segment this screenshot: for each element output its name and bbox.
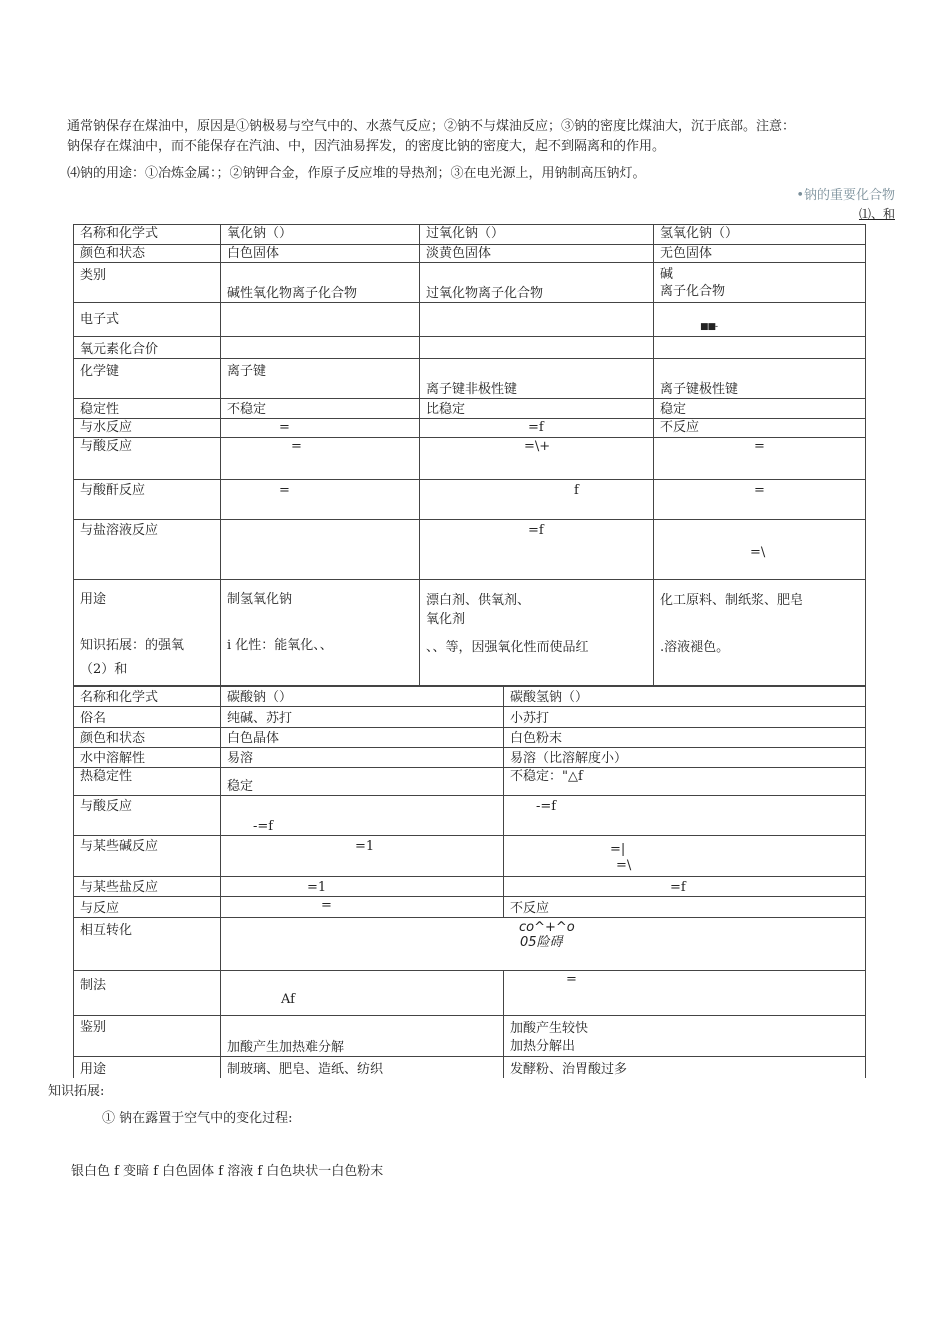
table-row <box>74 438 866 480</box>
cell: = <box>504 971 866 1016</box>
table-row <box>74 877 866 897</box>
row-label: 用途 <box>74 1057 221 1078</box>
cell: 稳定 <box>221 768 504 796</box>
table-row <box>74 687 866 707</box>
section-subheading: ⑴、和 <box>858 207 895 221</box>
cell: -=f <box>221 796 504 836</box>
row-label: 颜色和状态 <box>74 245 221 263</box>
intro-line-1: 通常钠保存在煤油中，原因是①钠极易与空气中的、水蒸气反应；②钠不与煤油反应；③钠的密度比煤油大，沉于底部。注意： <box>67 119 796 134</box>
cell-line: 漂白剂、供氧剂、 <box>426 593 531 608</box>
table-row <box>74 707 866 728</box>
table-row <box>74 399 866 419</box>
row-label: 与酸酐反应 <box>74 480 221 520</box>
cell-line: 制氢氧化钠 <box>227 592 293 607</box>
cell <box>221 337 420 359</box>
table-row <box>74 768 866 796</box>
table-row <box>74 897 866 918</box>
cell: 比稳定 <box>420 399 654 419</box>
table2-header-name: 名称和化学式 <box>74 687 221 707</box>
conversion-formula: co^+^o <box>519 920 575 935</box>
cell-line: 加热分解出 <box>510 1039 576 1054</box>
cell: =\ <box>654 520 866 580</box>
cell <box>504 1016 866 1057</box>
table-row <box>74 520 866 580</box>
cell-line: 离子化合物 <box>660 284 726 299</box>
cell: = <box>654 438 866 480</box>
cell-line: 氧化剂 <box>426 612 466 627</box>
cell: -=f <box>504 796 866 836</box>
cell: 白色晶体 <box>221 728 504 748</box>
table-row <box>74 337 866 359</box>
table-row <box>74 1016 866 1057</box>
cell: 离子键 <box>221 359 420 399</box>
cell: 易溶 <box>221 748 504 768</box>
row-label: 俗名 <box>74 707 221 728</box>
cell-line: 加酸产生较快 <box>510 1021 589 1036</box>
row-label: 水中溶解性 <box>74 748 221 768</box>
cell <box>420 303 654 337</box>
conversion-note: 05险碍 <box>520 935 563 950</box>
cell <box>420 337 654 359</box>
intro-line-2: 钠保存在煤油中，而不能保存在汽油、中，因汽油易挥发，的密度比钠的密度大，起不到隔离和的作用。 <box>67 139 666 154</box>
cell: = <box>221 438 420 480</box>
cell: =f <box>504 877 866 897</box>
table-row <box>74 796 866 836</box>
sodium-carbonates-table <box>73 686 866 1078</box>
table-row <box>74 480 866 520</box>
knowledge-item-1: ① 钠在露置于空气中的变化过程: <box>102 1111 293 1126</box>
cell-line: =\ <box>616 858 632 873</box>
cell-line: .溶液褪色。 <box>660 640 730 655</box>
row-label: 与反应 <box>74 897 221 918</box>
cell-line: 碱 <box>660 267 674 282</box>
row-label: 氧元素化合价 <box>74 337 221 359</box>
cell: f <box>420 480 654 520</box>
cell: 小苏打 <box>504 707 866 728</box>
table-row <box>74 918 866 971</box>
table-row <box>74 245 866 263</box>
cell: 不反应 <box>504 897 866 918</box>
table2-header-na2co3: 碳酸钠（） <box>221 687 504 707</box>
cell <box>654 303 866 337</box>
table1-header-naoh: 氢氧化钠（） <box>654 225 866 245</box>
row-label: 制法 <box>74 971 221 1016</box>
table-row <box>74 836 866 877</box>
table1-header-na2o: 氧化钠（） <box>221 225 420 245</box>
row-label: 稳定性 <box>74 399 221 419</box>
cell: 过氧化物离子化合物 <box>420 263 654 303</box>
row-label: 电子式 <box>74 303 221 337</box>
cell: =\+ <box>420 438 654 480</box>
cell <box>221 580 420 686</box>
cell <box>504 836 866 877</box>
electron-formula-mark: ■■- <box>700 322 718 332</box>
cell-line: 化工原料、制纸浆、肥皂 <box>660 593 804 608</box>
table-row <box>74 1057 866 1078</box>
cell: 发酵粉、治胃酸过多 <box>504 1057 866 1078</box>
cell-line: 用途 <box>80 592 107 607</box>
cell-line: i 化性：能氧化、、 <box>227 638 333 653</box>
cell: 白色固体 <box>221 245 420 263</box>
table2-header-nahco3: 碳酸氢钠（） <box>504 687 866 707</box>
cell: =1 <box>221 836 504 877</box>
cell <box>420 580 654 686</box>
cell: = <box>221 897 504 918</box>
cell <box>221 303 420 337</box>
cell-line: 知识拓展：的强氧 <box>80 638 185 653</box>
cell: 白色粉末 <box>504 728 866 748</box>
cell: 稳定 <box>654 399 866 419</box>
table1-header-name: 名称和化学式 <box>74 225 221 245</box>
cell <box>654 337 866 359</box>
table-row <box>74 225 866 245</box>
cell: = <box>221 480 420 520</box>
section-heading: •钠的重要化合物 <box>796 188 895 203</box>
table1-header-na2o2: 过氧化钠（） <box>420 225 654 245</box>
intro-line-3: ⑷钠的用途：①冶炼金属：；②钠钾合金，作原子反应堆的导热剂；③在电光源上，用钠制高压钠灯。 <box>67 166 646 181</box>
row-label: 热稳定性 <box>74 768 221 796</box>
cell <box>221 520 420 580</box>
row-label: 与某些盐反应 <box>74 877 221 897</box>
cell: 不稳定："△f <box>504 768 866 796</box>
cell: =f <box>420 520 654 580</box>
row-label: 鉴别 <box>74 1016 221 1057</box>
table-row <box>74 580 866 686</box>
row-label: 颜色和状态 <box>74 728 221 748</box>
table-row <box>74 419 866 438</box>
table-row <box>74 748 866 768</box>
table-row <box>74 359 866 399</box>
cell: Af <box>221 971 504 1016</box>
cell: = <box>221 419 420 438</box>
cell <box>654 263 866 303</box>
cell: 离子键极性键 <box>654 359 866 399</box>
cell: 淡黄色固体 <box>420 245 654 263</box>
row-label: 化学键 <box>74 359 221 399</box>
cell: 碱性氧化物离子化合物 <box>221 263 420 303</box>
sodium-oxides-table <box>73 224 866 686</box>
cell: 制玻璃、肥皂、造纸、纺织 <box>221 1057 504 1078</box>
cell: = <box>654 480 866 520</box>
cell: 不稳定 <box>221 399 420 419</box>
row-label: 相互转化 <box>74 918 221 971</box>
cell: 纯碱、苏打 <box>221 707 504 728</box>
cell-line: =| <box>610 842 626 857</box>
cell: =1 <box>221 877 504 897</box>
cell-line: 、、等，因强氧化性而使品红 <box>426 640 589 655</box>
cell: 易溶（比溶解度小） <box>504 748 866 768</box>
use-row-label <box>74 580 221 686</box>
row-label: 与酸反应 <box>74 796 221 836</box>
row-label: 类别 <box>74 263 221 303</box>
cell: =f <box>420 419 654 438</box>
table-row <box>74 728 866 748</box>
cell <box>221 918 866 971</box>
cell-line: （2）和 <box>80 662 128 677</box>
cell: 不反应 <box>654 419 866 438</box>
table-row <box>74 263 866 303</box>
row-label: 与盐溶液反应 <box>74 520 221 580</box>
cell <box>654 580 866 686</box>
table-row <box>74 303 866 337</box>
cell: 加酸产生加热难分解 <box>221 1016 504 1057</box>
cell: 无色固体 <box>654 245 866 263</box>
row-label: 与水反应 <box>74 419 221 438</box>
cell: 离子键非极性键 <box>420 359 654 399</box>
table-row <box>74 971 866 1016</box>
row-label: 与酸反应 <box>74 438 221 480</box>
knowledge-extension-title: 知识拓展: <box>48 1084 105 1099</box>
oxidation-process: 银白色 f 变暗 f 白色固体 f 溶液 f 白色块状一白色粉末 <box>71 1164 384 1179</box>
row-label: 与某些碱反应 <box>74 836 221 877</box>
